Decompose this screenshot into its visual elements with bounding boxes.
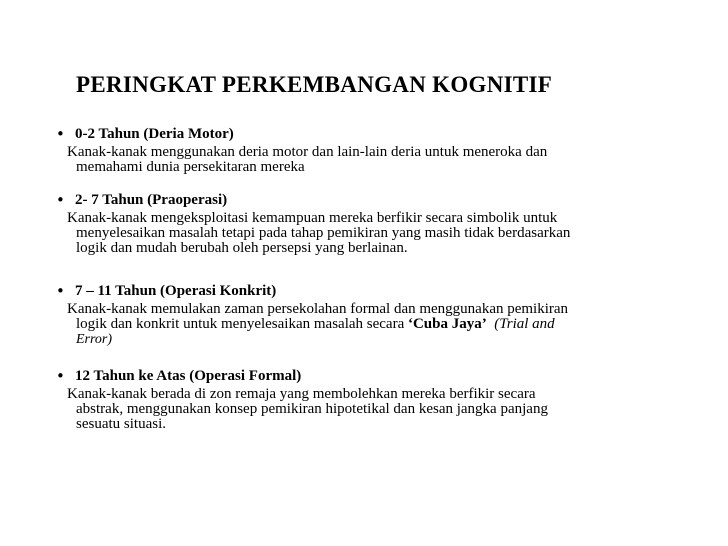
stage-2-7 (0, 190, 728, 256)
emphasis-term: ‘Cuba Jaya’ (407, 316, 487, 332)
stage-description (0, 387, 728, 432)
bullet-icon: • (56, 125, 65, 143)
stage-heading: 2- 7 Tahun (Praoperasi) (75, 192, 228, 208)
description-line: Kanak-kanak mengeksploitasi kemampuan mereka berfikir secara simbolik untuk (67, 210, 558, 226)
stage-0-2 (0, 124, 728, 175)
description-line: Error) (76, 332, 113, 347)
stage-7-11 (0, 281, 728, 347)
bullet-icon: • (56, 191, 65, 209)
translation-text: (Trial and (494, 316, 555, 332)
description-line: menyelesaikan masalah tetapi pada tahap pemikiran yang masih tidak berdasarkan (76, 225, 571, 241)
description-line: Kanak-kanak berada di zon remaja yang membolehkan mereka berfikir secara (67, 386, 536, 402)
stage-heading: 12 Tahun ke Atas (Operasi Formal) (75, 368, 302, 384)
description-line: abstrak, menggunakan konsep pemikiran hipotetikal dan kesan jangka panjang (76, 401, 548, 417)
description-line: Kanak-kanak menggunakan deria motor dan lain-lain deria untuk meneroka dan (67, 144, 548, 160)
stage-heading: 7 – 11 Tahun (Operasi Konkrit) (75, 283, 277, 299)
bullet-icon: • (56, 282, 65, 300)
description-line: Kanak-kanak memulakan zaman persekolahan formal dan menggunakan pemikiran (67, 301, 569, 317)
description-line: logik dan mudah berubah oleh persepsi yang berlainan. (76, 240, 408, 256)
stage-heading: 0-2 Tahun (Deria Motor) (75, 126, 234, 142)
description-text: logik dan konkrit untuk menyelesaikan masalah secara (76, 316, 408, 332)
page-title: PERINGKAT PERKEMBANGAN KOGNITIF (76, 72, 553, 97)
stage-description (0, 145, 728, 175)
description-line (0, 317, 728, 332)
description-line: sesuatu situasi. (76, 416, 166, 432)
stage-description (0, 302, 728, 347)
stage-12-plus (0, 366, 728, 432)
stage-description (0, 211, 728, 256)
description-line: memahami dunia persekitaran mereka (76, 159, 305, 175)
bullet-icon: • (56, 367, 65, 385)
